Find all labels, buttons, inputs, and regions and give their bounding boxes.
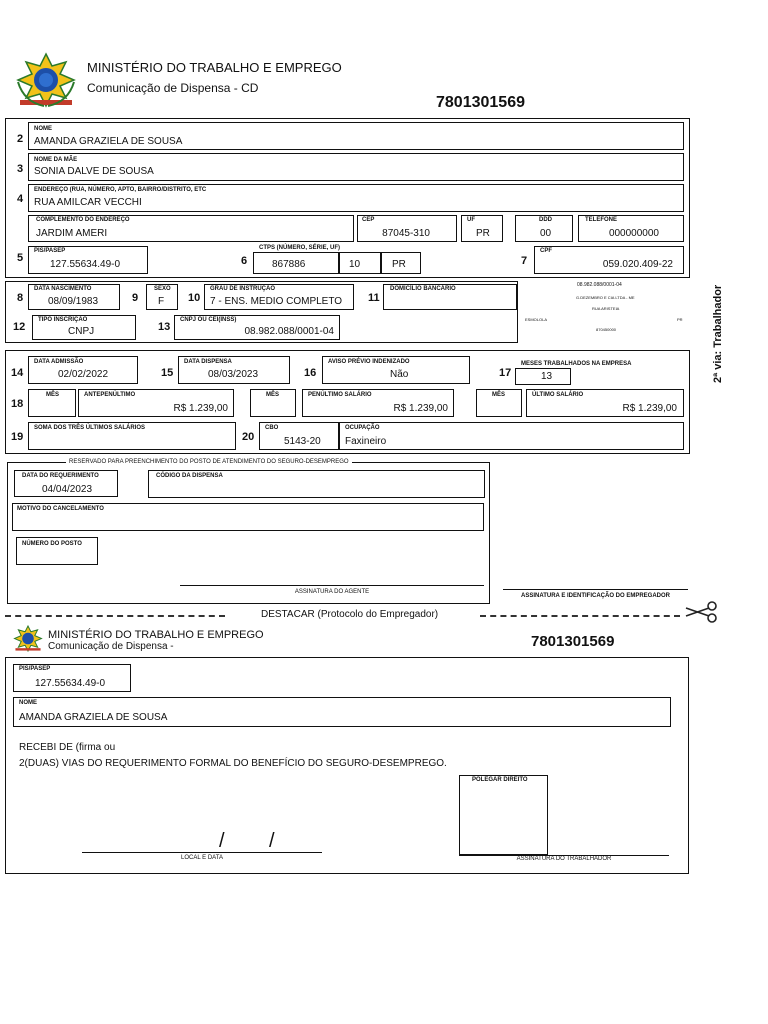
field-number: 17 — [499, 367, 512, 379]
ctps-number-value: 867886 — [272, 259, 306, 270]
month-label: MÊS — [266, 392, 280, 398]
cut-line-right — [480, 615, 680, 617]
protocol-pis-label: PIS/PASEP — [19, 666, 51, 672]
third-last-salary-value: R$ 1.239,00 — [173, 403, 228, 414]
receipt-line-2: 2(DUAS) VIAS DO REQUERIMENTO FORMAL DO BENEFÍCIO DO SEGURO-DESEMPREGO. — [19, 758, 447, 769]
field-number: 11 — [368, 292, 380, 304]
education-label: GRAU DE INSTRUÇÃO — [210, 286, 276, 292]
field-number: 8 — [17, 292, 24, 304]
field-number: 20 — [242, 431, 255, 443]
second-last-salary-value: R$ 1.239,00 — [393, 403, 448, 414]
months-worked-value: 13 — [541, 371, 553, 382]
employer-signature-line — [503, 589, 688, 590]
registration-type-label: TIPO INSCRIÇÃO — [38, 317, 88, 323]
field-number: 10 — [188, 292, 201, 304]
admission-date-value: 02/02/2022 — [58, 369, 109, 380]
employer-signature-label: ASSINATURA E IDENTIFICAÇÃO DO EMPREGADOR — [520, 593, 670, 599]
months-worked-label: MESES TRABALHADOS NA EMPRESA — [521, 361, 632, 367]
last-salary-value: R$ 1.239,00 — [622, 403, 677, 414]
field-number: 16 — [304, 367, 317, 379]
copy-label: 2ª via: Trabalhador — [712, 284, 724, 383]
month-label: MÊS — [46, 392, 60, 398]
dismissal-date-label: DATA DISPENSA — [184, 359, 232, 365]
field-number: 4 — [17, 193, 24, 205]
birth-date-value: 08/09/1983 — [48, 296, 99, 307]
cnpj-value: 08.982.088/0001-04 — [244, 326, 334, 337]
protocol-name-value: AMANDA GRAZIELA DE SOUSA — [19, 712, 168, 723]
bank-label: DOMICÍLIO BANCÁRIO — [390, 286, 456, 292]
name-label: NOME — [34, 126, 52, 132]
receipt-line-1: RECEBI DE (firma ou — [19, 742, 116, 753]
cpf-label: CPF — [540, 248, 552, 254]
stamp-zip: 870450000 — [596, 327, 617, 332]
occupation-field — [339, 422, 684, 450]
cpf-value: 059.020.409-22 — [602, 259, 673, 270]
field-number: 3 — [17, 163, 24, 175]
month-label: MÊS — [492, 392, 506, 398]
stamp-company: G.DEZEMBRO E CIA LTDA - ME — [576, 295, 635, 300]
ddd-label: DDD — [539, 217, 552, 223]
pis-value: 127.55634.49-0 — [50, 259, 121, 270]
post-number-label: NÚMERO DO POSTO — [22, 541, 82, 547]
ctps-series-value: 10 — [349, 259, 361, 270]
registration-type-value: CNPJ — [68, 326, 95, 337]
cut-line-left — [5, 615, 225, 617]
request-date-label: DATA DO REQUERIMENTO — [22, 473, 99, 479]
protocol-name-label: NOME — [19, 700, 37, 706]
request-date-value: 04/04/2023 — [42, 484, 93, 495]
field-number: 5 — [17, 252, 24, 264]
reserved-title: RESERVADO PARA PREENCHIMENTO DO POSTO DE ATENDIMENTO DO SEGURO-DESEMPREGO — [66, 459, 352, 466]
notice-value: Não — [390, 369, 409, 380]
complement-value: JARDIM AMERI — [36, 228, 108, 239]
field-number: 14 — [11, 367, 24, 379]
cut-label: DESTACAR (Protocolo do Empregador) — [261, 609, 439, 620]
cep-label: CEP — [362, 217, 375, 223]
second-last-salary-label: PENÚLTIMO SALÁRIO — [308, 392, 372, 398]
field-number: 19 — [11, 431, 24, 443]
stamp-street: RUA ARISTEIA — [592, 306, 620, 311]
cancel-reason-label: MOTIVO DO CANCELAMENTO — [17, 506, 104, 512]
agent-signature-line — [180, 585, 484, 586]
scissors-icon — [682, 600, 720, 624]
dismissal-date-value: 08/03/2023 — [208, 369, 259, 380]
stamp-city: ESMOLOLA — [525, 317, 548, 322]
third-last-salary-label: ANTEPENÚLTIMO — [84, 392, 136, 398]
worker-signature-label: ASSINATURA DO TRABALHADOR — [516, 856, 612, 862]
birth-date-label: DATA NASCIMENTO — [34, 286, 92, 292]
thumbprint-box — [459, 775, 548, 855]
field-number: 6 — [241, 255, 248, 267]
document-number: 7801301569 — [436, 94, 525, 111]
mother-name-label: NOME DA MÃE — [34, 157, 78, 163]
date-slashes: / / — [219, 830, 275, 852]
education-value: 7 - ENS. MEDIO COMPLETO — [210, 296, 343, 307]
cnpj-label: CNPJ OU CEI(INSS) — [180, 317, 237, 323]
coat-of-arms-icon — [12, 625, 44, 653]
address-label: ENDEREÇO (RUA, NÚMERO, APTO, BAIRRO/DISTRITO, ETC — [34, 187, 207, 193]
phone-label: TELEFONE — [585, 217, 618, 223]
ddd-value: 00 — [540, 228, 552, 239]
occupation-value: Faxineiro — [345, 436, 387, 447]
protocol-subtitle: Comunicação de Dispensa - — [48, 641, 174, 652]
sex-label: SEXO — [154, 286, 171, 292]
protocol-number: 7801301569 — [531, 633, 615, 650]
ministry-title: MINISTÉRIO DO TRABALHO E EMPREGO — [87, 60, 342, 75]
stamp-state: PR — [677, 317, 683, 322]
salary-sum-label: SOMA DOS TRÊS ÚLTIMOS SALÁRIOS — [34, 425, 146, 431]
protocol-ministry-title: MINISTÉRIO DO TRABALHO E EMPREGO — [48, 629, 264, 641]
name-value: AMANDA GRAZIELA DE SOUSA — [34, 136, 183, 147]
field-number: 9 — [132, 292, 139, 304]
occupation-label: OCUPAÇÃO — [345, 425, 380, 431]
document-subtitle: Comunicação de Dispensa - CD — [87, 81, 259, 95]
complement-label: COMPLEMENTO DO ENDEREÇO — [36, 217, 130, 223]
ctps-label: CTPS (NÚMERO, SÉRIE, UF) — [259, 245, 341, 251]
field-number: 13 — [158, 321, 171, 333]
field-number: 15 — [161, 367, 174, 379]
field-number: 12 — [13, 321, 26, 333]
local-date-label: LOCAL E DATA — [181, 855, 223, 861]
pis-label: PIS/PASEP — [34, 248, 66, 254]
stamp-cnpj: 08.982.088/0001-04 — [577, 282, 622, 288]
field-number: 7 — [521, 255, 528, 267]
last-salary-label: ÚLTIMO SALÁRIO — [532, 392, 584, 398]
local-date-line — [82, 852, 322, 853]
mother-name-value: SONIA DALVE DE SOUSA — [34, 166, 154, 177]
thumbprint-label: POLEGAR DIREITO — [472, 777, 528, 783]
cep-value: 87045-310 — [382, 228, 430, 239]
cbo-value: 5143-20 — [284, 436, 321, 447]
field-number: 2 — [17, 133, 24, 145]
phone-value: 000000000 — [608, 228, 659, 239]
coat-of-arms-icon — [14, 52, 78, 110]
notice-label: AVISO PRÉVIO INDENIZADO — [328, 359, 410, 365]
cbo-label: CBO — [265, 425, 279, 431]
uf-value: PR — [476, 228, 490, 239]
agent-signature-label: ASSINATURA DO AGENTE — [294, 589, 370, 595]
field-number: 18 — [11, 398, 24, 410]
dismissal-code-label: CÓDIGO DA DISPENSA — [156, 473, 223, 479]
uf-label: UF — [467, 217, 475, 223]
admission-date-label: DATA ADMISSÃO — [34, 359, 84, 365]
protocol-pis-value: 127.55634.49-0 — [35, 678, 106, 689]
ctps-uf-value: PR — [392, 259, 406, 270]
sex-value: F — [158, 296, 165, 307]
address-value: RUA AMILCAR VECCHI — [34, 197, 142, 208]
